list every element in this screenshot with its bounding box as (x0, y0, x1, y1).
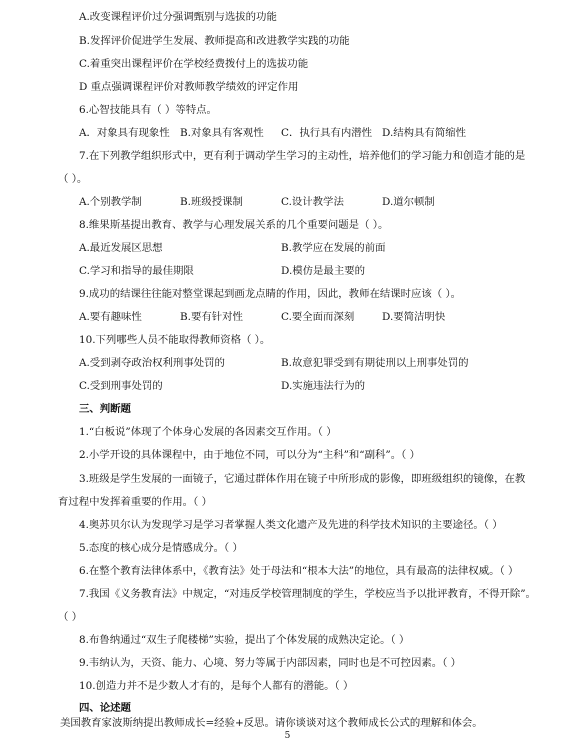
q5-option-c: C.着重突出课程评价在学校经费拨付上的选拔功能 (79, 58, 309, 70)
judgment-3-cont: 育过程中发挥着重要的作用。（ ） (58, 496, 212, 508)
q8-option-c: C.学习和指导的最佳期限 (79, 265, 194, 277)
q10-option-a: A.受到剥夺政治权利刑事处罚的 (79, 357, 225, 369)
q5-option-a: A.改变课程评价过分强调甄别与选拔的功能 (79, 11, 277, 23)
q8-stem: 8.维果斯基提出教育、教学与心理发展关系的几个重要问题是（ ）。 (79, 219, 389, 231)
q9-option-c: C.要全面而深刻 (281, 311, 355, 323)
judgment-4: 4.奥苏贝尔认为发现学习是学习者掌握人类文化遗产及先进的科学技术知识的主要途径。（ ） (79, 519, 503, 531)
q10-option-d: D.实施违法行为的 (281, 380, 365, 392)
judgment-10: 10.创造力并不是少数人才有的，是每个人都有的潜能。（ ） (79, 680, 354, 692)
q6-option-c: C．执行具有内潜性 (281, 127, 373, 139)
q5-option-b: B.发挥评价促进学生发展、教师提高和改进教学实践的功能 (79, 35, 350, 47)
q7-option-a: A.个别教学制 (79, 196, 142, 208)
q8-option-a: A.最近发展区思想 (79, 242, 163, 254)
essay-question: 美国教育家波斯纳提出教师成长=经验+反思。请你谈谈对这个教师成长公式的理解和体会。 (60, 717, 483, 729)
q8-option-b: B.教学应在发展的前面 (281, 242, 386, 254)
q7-option-c: C.设计教学法 (281, 196, 344, 208)
judgment-1: 1.“白板说”体现了个体身心发展的各因素交互作用。（ ） (79, 426, 337, 438)
q7-stem: 7.在下列教学组织形式中，更有利于调动学生学习的主动性，培养他们的学习能力和创造才能的是 (79, 150, 526, 162)
judgment-6: 6.在整个教育法律体系中，《教育法》处于母法和“根本大法”的地位，具有最高的法律权威。（ ） (79, 565, 519, 577)
q7-option-d: D.道尔顿制 (382, 196, 435, 208)
q5-option-d: D 重点强调课程评价对教师教学绩效的评定作用 (79, 81, 299, 93)
q9-stem: 9.成功的结课往往能对整堂课起到画龙点睛的作用，因此，教师在结课时应该（ ）。 (79, 288, 462, 300)
q9-option-d: D.要简洁明快 (382, 311, 446, 323)
judgment-9: 9.韦纳认为，天资、能力、心境、努力等属于内部因素，同时也是不可控因素。（ ） (79, 657, 462, 669)
q6-option-d: D.结构具有简缩性 (382, 127, 466, 139)
q10-stem: 10.下列哪些人员不能取得教师资格（ ）。 (79, 334, 271, 346)
judgment-5: 5.态度的核心成分是情感成分。（ ） (79, 542, 243, 554)
q9-option-a: A.要有趣味性 (79, 311, 142, 323)
judgment-7: 7.我国《义务教育法》中规定，“对违反学校管理制度的学生，学校应当予以批评教育，不得开除”。 (79, 588, 536, 600)
judgment-2: 2.小学开设的具体课程中，由于地位不同，可以分为“主科”和“副科”。（ ） (79, 449, 420, 461)
judgment-3: 3.班级是学生发展的一面镜子，它通过群体作用在镜子中所形成的影像，即班级组织的镜像，在教 (79, 473, 526, 485)
judgment-8: 8.布鲁纳通过“双生子爬楼梯”实验，提出了个体发展的成熟决定论。（ ） (79, 634, 410, 646)
q6-option-a: A．对象具有现象性 (79, 127, 170, 139)
q7-stem-cont: （ ）。 (58, 173, 88, 185)
q10-option-c: C.受到刑事处罚的 (79, 380, 163, 392)
q6-stem: 6.心智技能具有（ ）等特点。 (79, 104, 217, 116)
judgment-7-cont: （ ） (58, 611, 83, 623)
q6-option-b: B.对象具有客观性 (180, 127, 264, 139)
section-4-title: 四、论述题 (79, 702, 131, 714)
section-3-title: 三、判断题 (79, 403, 131, 415)
q7-option-b: B.班级授课制 (180, 196, 243, 208)
page-number: 5 (284, 731, 291, 741)
q8-option-d: D.模仿是最主要的 (281, 265, 365, 277)
q10-option-b: B.故意犯罪受到有期徒刑以上刑事处罚的 (281, 357, 469, 369)
q9-option-b: B.要有针对性 (180, 311, 243, 323)
